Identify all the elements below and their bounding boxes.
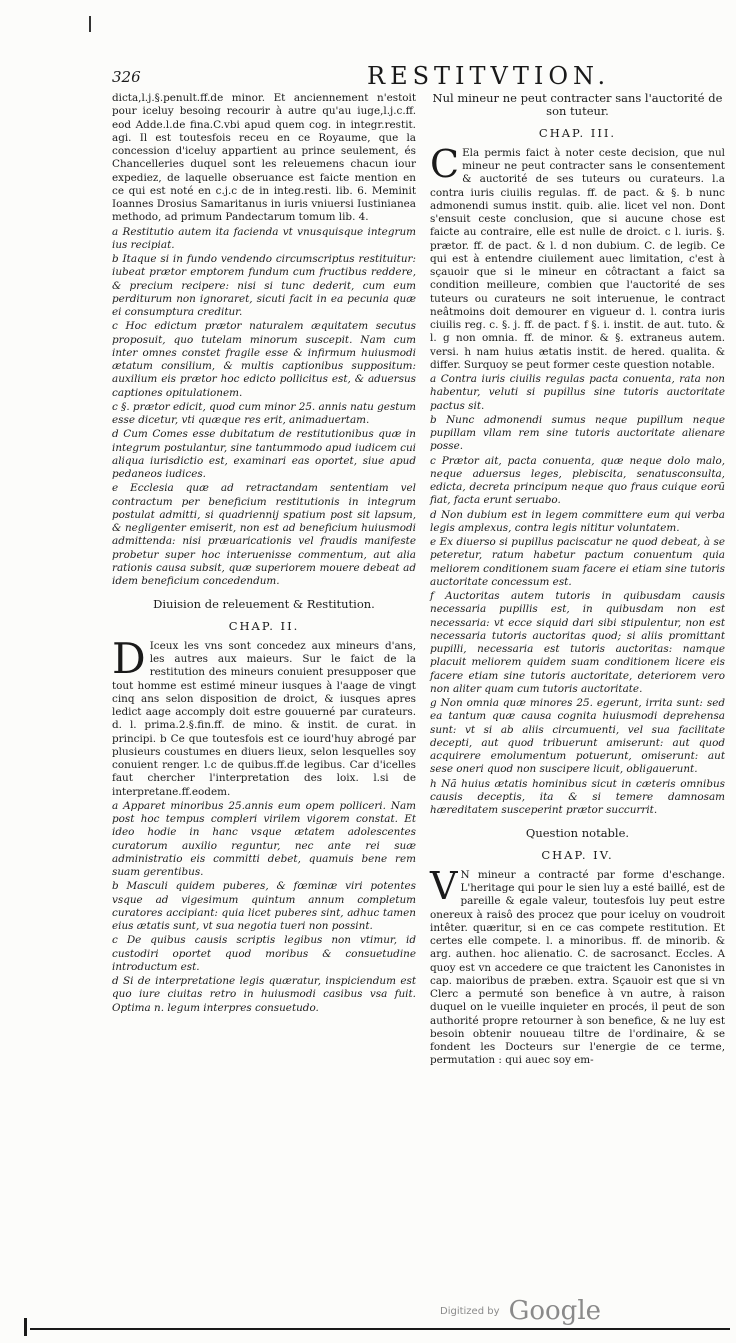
footnote-3d: d Non dubium est in legem committere eum qui verba legis amplexus, contra legis nititur voluntatem.	[430, 508, 725, 534]
footnote-2c: c De quibus causis scriptis legibus non vtimur, id custodiri oportet quod moribus & consuetudine introductum est.	[112, 934, 416, 973]
ruler-tick	[24, 1318, 39, 1336]
section-title-mineur: Nul mineur ne peut contracter sans l'auctorité de son tuteur.	[432, 91, 723, 119]
digitized-by-label: Digitized by	[440, 1305, 500, 1317]
footnote-2d: d Si de interpretatione legis quæratur, inspiciendum est quo iure ciuitas retro in huiusmodi casibus vsa fuit. Optima n. legum interpres consuetudo.	[112, 975, 416, 1014]
footnote-a: a Restitutio autem ita facienda vt vnusquisque integrum ius recipiat.	[112, 225, 416, 251]
drop-cap-d: D	[112, 633, 146, 683]
chapter-2-paragraph	[112, 633, 416, 799]
footnote-d: d Cum Comes esse dubitatum de restitutionibus quæ in integrum postulantur, sine tantummodo apud iudicem cui aliqua iurisdictio est, examinari eas oportet, siue apud pedaneos iudices.	[112, 428, 416, 480]
page-header	[112, 62, 724, 92]
footnote-b: b Itaque si in fundo vendendo circumscriptus restituitur: iubeat prætor emptorem fundum cum fructibus reddere, & precium recipere: nisi si tunc dederit, cum eum perditurum non ignoraret, sicuti facit in ea pecunia quæ ei consumptura creditur.	[112, 253, 416, 318]
footnote-c: c Hoc edictum prætor naturalem æquitatem secutus proposuit, quo tutelam minorum suscepit. Nam cum inter omnes constet fragile esse & infirmum huiusmodi ætatum consilium, & multis captionibus suppositum: auxilium eis prætor hoc edicto pollicitus est, & aduersus captiones opitulationem.	[112, 320, 416, 399]
footnote-3b: b Nunc admonendi sumus neque pupillum neque pupillam vllam rem sine tutoris auctoritate alienare posse.	[430, 413, 725, 453]
chapter-4-paragraph	[430, 863, 725, 1068]
footnote-3f: f Auctoritas autem tutoris in quibusdam causis necessaria pupillis est, in quibusdam non est necessaria: vt ecce siquid dari sibi stipulentur, non est necessaria tutoris auctoritas quod; si aliis promittant pupilli, necessaria est tutoris auctoritas: namque placuit meliorem quidem suam conditionem licere eis facere etiam sine tutoris auctoritate, deteriorem vero non aliter quam cum tutoris auctoritate.	[430, 590, 725, 695]
footnote-3h: h Nã huius ætatis hominibus sicut in cæteris omnibus causis deceptis, ita & si temere damnosam hæreditatem susceperint prætor succurrit.	[430, 777, 725, 816]
margin-mark	[89, 16, 91, 32]
drop-cap-v: V	[430, 863, 458, 908]
footnote-e: e Ecclesia quæ ad retractandam sententiam vel contractum per beneficium restitutionis in integrum postulat admitti, si quadriennij spatium post sit lapsum, & negligenter emiserit, non est ad beneficium huiusmodi admittenda: nisi præuaricationis vel fraudis manifeste probetur super hoc interuenisse commentum, aut alia rationis causa subsit, quæ superiorem mouere debeat ad idem beneficium concedendum.	[112, 482, 416, 587]
chapter-2-heading: CHAP. II.	[228, 618, 300, 633]
page-number: 326	[112, 68, 141, 86]
chapter-4-text: N mineur a contracté par forme d'eschange. L'heritage qui pour le sien luy a esté baillé, est de pareille & egale valeur, toutesfois luy peut estre onereux à raisô des procez que pour iceluy on voudroit intêter. quæritur, si en ce cas compete restitution. Et certes elle compete. l. a minoribus. ff. de minorib. & arg. authen. hoc alienatio. C. de sacrosanct. Eccles. A quoy est vn accedere ce que traictent les Canonistes in cap. maioribus de præben. extra. Sçauoir est que si vn Clerc a permuté son benefice à vn autre, à raison duquel on le vueille inquieter en procés, il peut de son authorité propre retourner à son benefice, & ne luy est besoin obtenir nouueau tiltre de l'ordinaire, & se fondent les Docteurs sur l'energie de ce terme, permutation : qui auec soy em-	[430, 868, 725, 1067]
footnote-3e: e Ex diuerso si pupillus paciscatur ne quod debeat, à se peteretur, ratum habetur pactum conuentum quia meliorem conditionem suam facere ei etiam sine tutoris auctoritate concessum est.	[430, 536, 725, 588]
chapter-2-text: Iceux les vns sont concedez aux mineurs d'ans, les autres aux maieurs. Sur le faict de la restitution des mineurs conuient presupposer que tout homme est estimé mineur iusques à l'aage de vingt cinq ans selon disposition de droict, & iusques apres ledict aage accomply doit estre gouuerné par curateurs. d. l. prima.2.§.fin.ff. de mino. & instit. de curat. in principi. b Ce que toutesfois est ce iourd'huy abrogé par plusieurs coustumes en diuers lieux, selon lesquelles soy conuient renger. l.c de quibus.ff.de legibus. Car d'icelles faut chercher l'interpretation des loix. l.si de interpretane.ff.eodem.	[112, 639, 416, 798]
chapter-3-paragraph	[430, 141, 725, 372]
footnote-2b: b Masculi quidem puberes, & fœminæ viri potentes vsque ad vigesimum quintum annum completum curatores accipiant: quia licet puberes sint, adhuc tamen eius ætatis sunt, vt sua negotia tueri non possint.	[112, 880, 416, 932]
running-head: RESTITVTION.	[367, 62, 611, 90]
chapter-3-text: Ela permis faict à noter ceste decision, que nul mineur ne peut contracter sans le consentement & auctorité de ses tuteurs ou curateurs. l.a contra iuris ciuilis regulas. ff. de pact. & §. b nunc admonendi sumus instit. quib. alie. licet vel non. Dont s'ensuit ceste conclusion, que si aucune chose est faicte au contraire, elle est nulle de droict. c l. iuris. §. prætor. ff. de pact. & l. d non dubium. C. de legib. Ce qui est à entendre ciuilement auec limitation, c'est à sçauoir que si le mineur en côtractant a faict sa condition meilleure, combien que l'auctorité de ses tuteurs ou curateurs ne soit interuenue, le contract neâtmoins doit demourer en vigueur d. l. contra iuris ciuilis reg. c. §. j. ff. de pact. f §. i. instit. de aut. tuto. & l. g non omnia. ff. de minor. & §. extraneus autem. versi. h nam huius ætatis instit. de hered. qualita. & differ. Surquoy se peut former ceste question notable.	[430, 146, 725, 371]
bottom-rule	[30, 1328, 730, 1330]
footnote-2a: a Apparet minoribus 25.annis eum opem polliceri. Nam post hoc tempus compleri virilem vigorem constat. Et ideo hodie in hanc vsque ætatem adolescentes curatorum auxilio reguntur, nec ante rei suæ administratio eis committi debet, quamuis bene rem suam gerentibus.	[112, 799, 416, 878]
chapter-4-heading: CHAP. IV.	[541, 847, 614, 862]
question-title: Question notable.	[525, 826, 630, 841]
google-logo: Google	[508, 1296, 602, 1326]
left-column	[112, 92, 416, 1015]
left-intro-paragraph: dicta,l.j.§.penult.ff.de minor. Et anciennement n'estoit pour iceluy besoing recourir à autre qu'au iuge,l.j.c.ff. eod Adde.l.de fina.C.vbi apud quem cog. in integr.restit. agi. Il est toutesfois receu en ce Royaume, que la concession d'iceluy appartient au prince seulement, és Chancelleries duquel sont les releuemens chacun iour expediez, de laquelle obseruance est faicte mention en ce qui est noté en c.j.c de in integ.resti. lib. 6. Meminit Ioannes Drosius Samaritanus in iuris vniuersi Iustinianea methodo, ad primum Pandectarum tomum lib. 4.	[112, 92, 416, 224]
drop-cap-c: C	[430, 141, 460, 186]
footnote-3c: c Prætor ait, pacta conuenta, quæ neque dolo malo, neque aduersus leges, plebiscita, senatusconsulta, edicta, decreta principum neque quo fraus cuique eorũ fiat, facta erunt seruabo.	[430, 454, 725, 507]
digitization-watermark	[440, 1296, 601, 1326]
chapter-3-heading: CHAP. III.	[538, 125, 617, 140]
section-title-division: Diuision de releuement & Restitution.	[153, 597, 375, 612]
footnote-c-2: c §. prætor edicit, quod cum minor 25. annis natu gestum esse dicetur, vti quæque res erit, animaduertam.	[112, 400, 416, 426]
right-column	[430, 92, 725, 1068]
footnote-3a: a Contra iuris ciuilis regulas pacta conuenta, rata non habentur, veluti si pupillus sine tutoris auctoritate pactus sit.	[430, 373, 725, 412]
footnote-3g: g Non omnia quæ minores 25. egerunt, irrita sunt: sed ea tantum quæ causa cognita huiusmodi deprehensa sunt: vt si ab aliis circumuenti, vel sua facilitate decepti, aut quod tribuerunt amiserunt: aut quod acquirere emolumentum potuerunt, omiserunt: aut sese oneri quod non suscipere licuit, obligauerunt.	[430, 697, 725, 776]
